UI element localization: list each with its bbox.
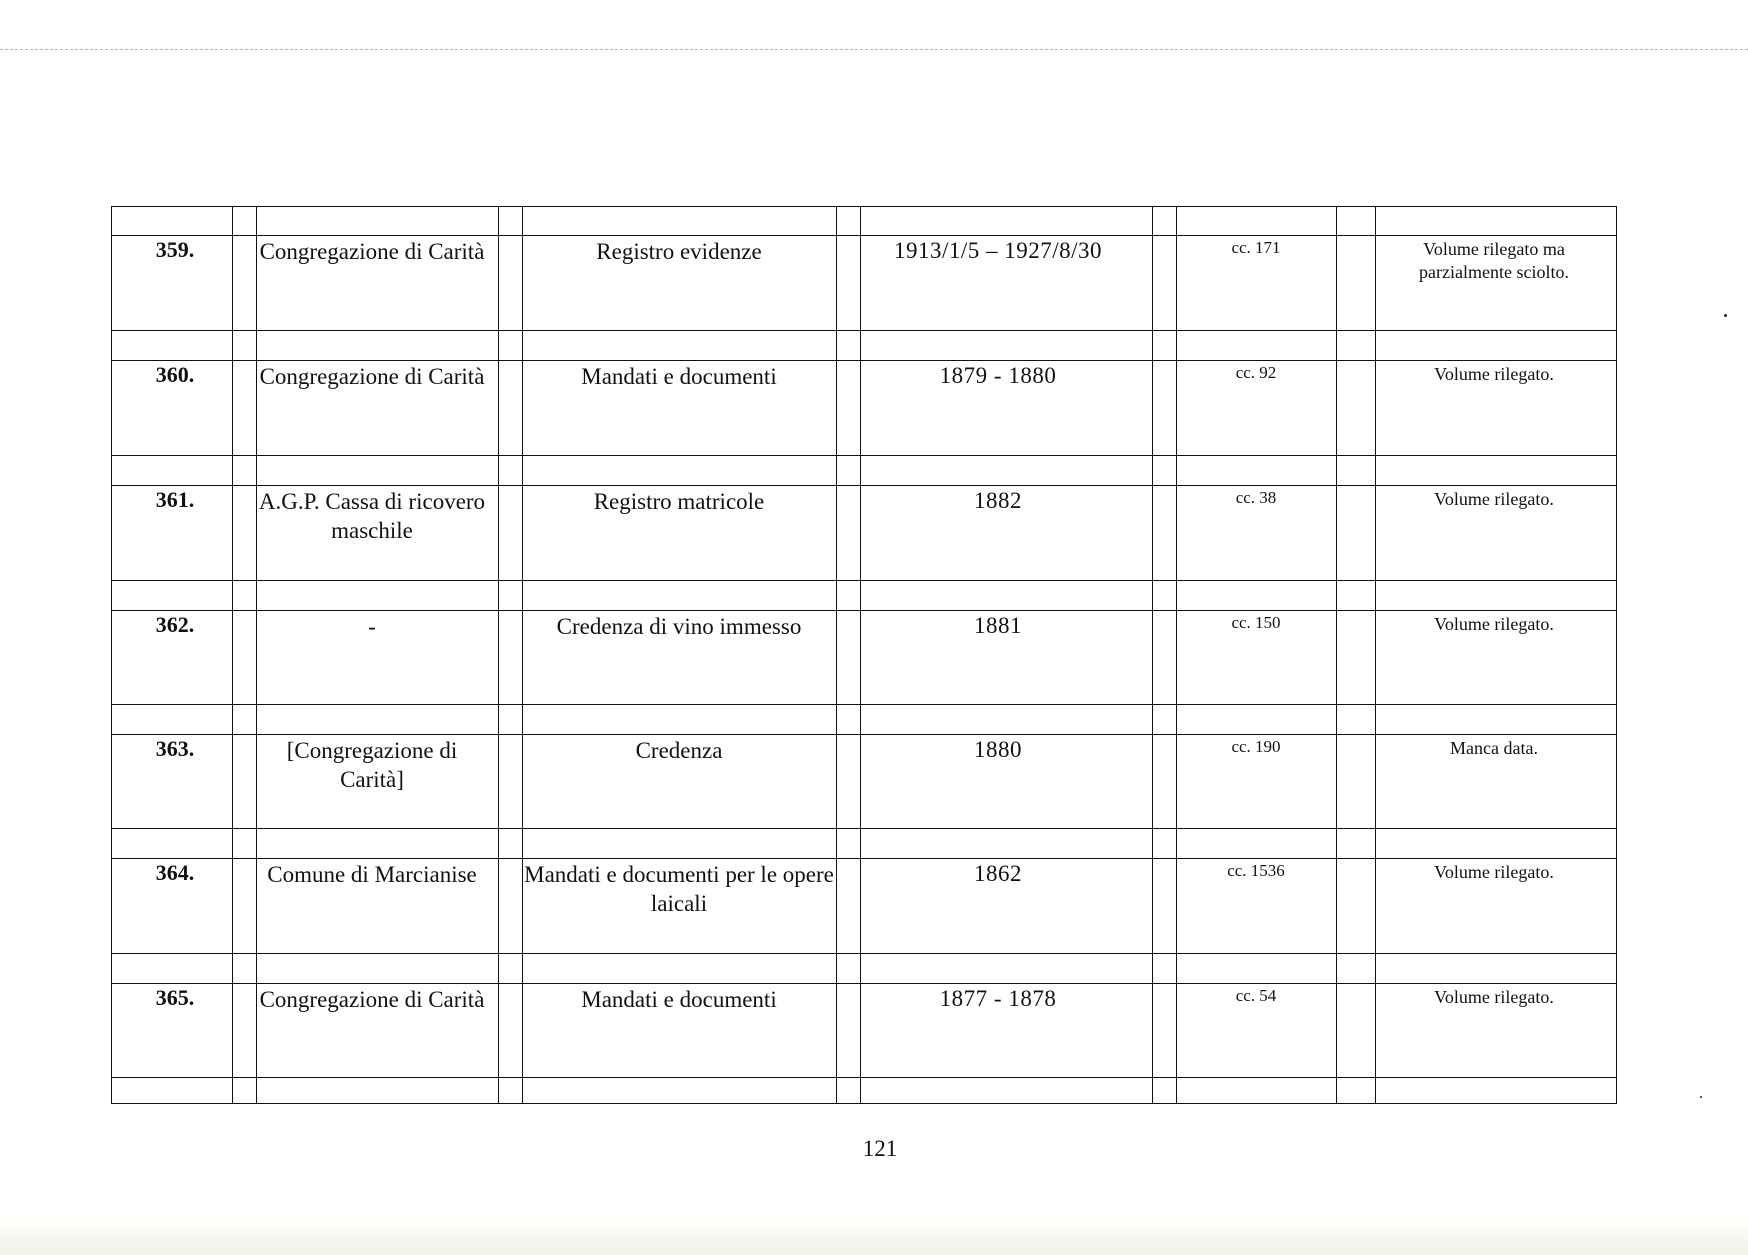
record-date: 1879 - 1880 [939, 363, 1057, 388]
record-sheets: cc. 190 [1231, 737, 1281, 756]
page-top-dashed-rule [0, 49, 1748, 50]
record-note: Volume rilegato. [1434, 614, 1554, 634]
record-sheets: cc. 171 [1231, 238, 1281, 257]
record-number: 365. [155, 985, 195, 1010]
table-row [112, 457, 1616, 582]
record-sheets: cc. 38 [1235, 488, 1277, 507]
scan-speck [1724, 314, 1727, 317]
page-number: 121 [862, 1136, 898, 1161]
record-title: Mandati e documenti [581, 364, 777, 389]
record-note: Volume rilegato ma parzialmente sciolto. [1419, 239, 1569, 282]
record-date: 1862 [974, 861, 1022, 886]
record-number: 360. [155, 362, 195, 387]
record-date: 1880 [974, 737, 1022, 762]
record-number: 361. [155, 487, 195, 512]
record-date: 1877 - 1878 [939, 986, 1057, 1011]
table-row [112, 207, 1616, 332]
record-creator: Congregazione di Carità [259, 364, 485, 389]
record-sheets: cc. 92 [1235, 363, 1277, 382]
record-note: Volume rilegato. [1434, 489, 1554, 509]
record-date: 1882 [974, 488, 1022, 513]
record-note: Volume rilegato. [1434, 862, 1554, 882]
table-row [112, 332, 1616, 457]
record-title: Credenza di vino immesso [556, 614, 802, 639]
record-title: Mandati e documenti per le opere laicali [524, 862, 834, 916]
record-number: 362. [155, 612, 195, 637]
record-sheets: cc. 1536 [1227, 861, 1285, 880]
record-creator: Congregazione di Carità [259, 987, 485, 1012]
record-note: Volume rilegato. [1434, 364, 1554, 384]
record-title: Registro evidenze [596, 239, 762, 264]
record-title: Mandati e documenti [581, 987, 777, 1012]
record-title: Registro matricole [593, 489, 765, 514]
table-row [112, 955, 1616, 1080]
record-date: 1881 [974, 613, 1022, 638]
record-sheets: cc. 54 [1235, 986, 1277, 1005]
scan-edge-tint [0, 1215, 1748, 1255]
record-creator: - [368, 614, 376, 639]
record-sheets: cc. 150 [1231, 613, 1281, 632]
record-title: Credenza [635, 738, 723, 763]
record-creator: Congregazione di Carità [259, 239, 485, 264]
record-creator: Comune di Marcianise [267, 862, 477, 887]
record-number: 363. [155, 736, 195, 761]
record-number: 359. [155, 237, 195, 262]
record-date: 1913/1/5 – 1927/8/30 [893, 238, 1103, 263]
record-note: Manca data. [1450, 738, 1538, 758]
record-number: 364. [155, 860, 195, 885]
scan-speck [1700, 1096, 1702, 1098]
inventory-table [111, 206, 1617, 1104]
table-row [112, 706, 1616, 831]
record-creator: [Congregazione di Carità] [286, 738, 458, 792]
record-note: Volume rilegato. [1434, 987, 1554, 1007]
record-creator: A.G.P. Cassa di ricovero maschile [258, 489, 486, 543]
table-row [112, 582, 1616, 707]
table-row [112, 830, 1616, 955]
